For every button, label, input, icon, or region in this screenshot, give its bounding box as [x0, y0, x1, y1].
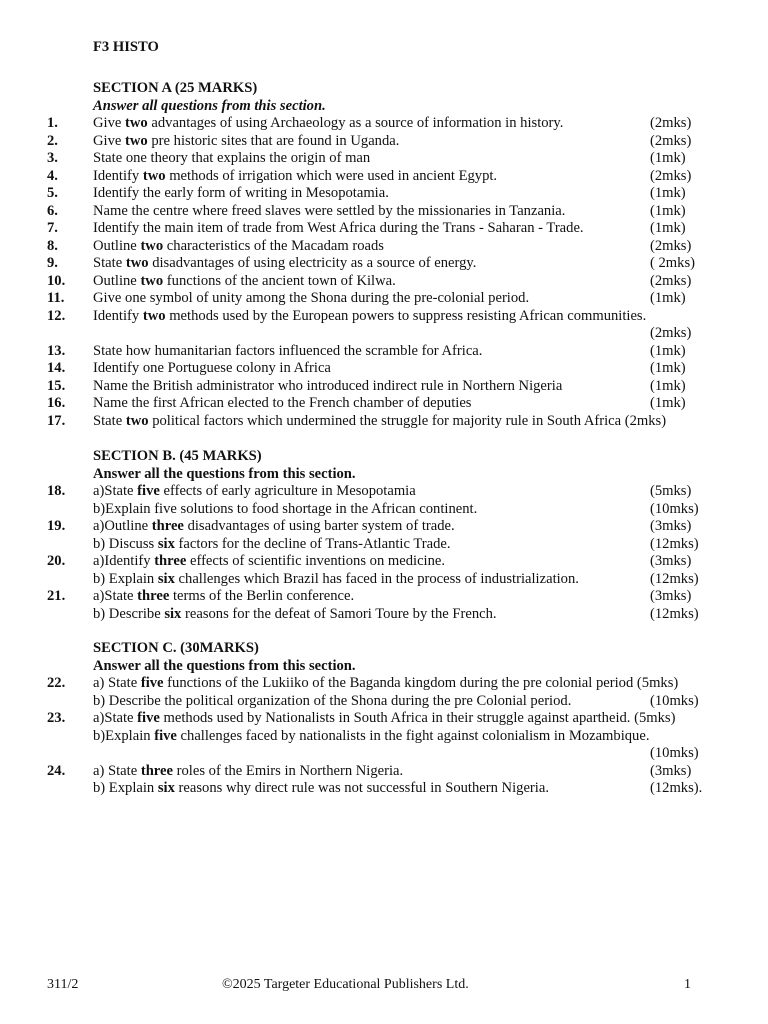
- question-row: [0, 501, 768, 519]
- question-text: b) Describe six reasons for the defeat of Samori Toure by the French.: [93, 605, 497, 622]
- question-number: 23.: [47, 710, 66, 726]
- question-row: [0, 413, 768, 431]
- question-text: b) Describe the political organization of the Shona during the pre Colonial period.: [93, 692, 572, 709]
- question-row: [0, 710, 768, 728]
- question-marks: (2mks): [650, 325, 692, 341]
- section-b-instruction: Answer all the questions from this section.: [93, 465, 356, 482]
- question-text: a)State five methods used by Nationalists in South Africa in their struggle against apartheid. (5mks): [93, 710, 676, 726]
- question-text: Name the centre where freed slaves were settled by the missionaries in Tanzania.: [93, 202, 566, 219]
- question-marks: (12mks): [650, 605, 699, 622]
- question-row: [0, 133, 768, 151]
- question-number: 19.: [47, 518, 66, 534]
- question-text: Outline two functions of the ancient town of Kilwa.: [93, 272, 396, 289]
- section-c: [0, 640, 768, 798]
- question-row: [0, 378, 768, 396]
- question-marks: (10mks): [650, 745, 699, 761]
- section-c-instruction: Answer all the questions from this section.: [93, 657, 356, 674]
- question-row: [0, 571, 768, 589]
- question-number: 9.: [47, 255, 58, 271]
- question-text: Name the British administrator who introduced indirect rule in Northern Nigeria: [93, 377, 563, 394]
- section-a-instruction: Answer all questions from this section.: [93, 97, 326, 114]
- question-row: [0, 395, 768, 413]
- question-number: 1.: [47, 115, 58, 131]
- question-row: [0, 553, 768, 571]
- question-text: Identify two methods of irrigation which were used in ancient Egypt.: [93, 167, 498, 184]
- question-number: 3.: [47, 150, 58, 166]
- question-number: 7.: [47, 220, 58, 236]
- question-marks: (12mks): [650, 570, 699, 587]
- question-row: [0, 238, 768, 256]
- question-number: 21.: [47, 588, 66, 604]
- section-a-heading: SECTION A (25 MARKS): [93, 80, 258, 96]
- question-number: 14.: [47, 360, 66, 376]
- paper-code: 311/2: [47, 977, 79, 992]
- question-row: [0, 483, 768, 501]
- page-number: 1: [684, 977, 691, 992]
- question-marks: (2mks): [650, 132, 692, 149]
- question-number: 22.: [47, 675, 66, 691]
- question-row: [0, 675, 768, 693]
- question-marks: (1mk): [650, 395, 686, 411]
- question-row: [0, 273, 768, 291]
- question-row: [0, 150, 768, 168]
- question-text: a)State five effects of early agriculture in Mesopotamia: [93, 483, 416, 499]
- question-marks: (3mks): [650, 553, 692, 569]
- question-marks: ( 2mks): [650, 255, 695, 271]
- question-row: [0, 360, 768, 378]
- question-number: 12.: [47, 307, 66, 324]
- question-marks: (1mk): [650, 342, 686, 359]
- question-text: a)Outline three disadvantages of using barter system of trade.: [93, 518, 455, 534]
- question-row: [0, 220, 768, 238]
- question-text: b) Discuss six factors for the decline of Trans-Atlantic Trade.: [93, 535, 451, 552]
- question-text: a)State three terms of the Berlin conference.: [93, 588, 355, 604]
- question-marks: (1mk): [650, 377, 686, 394]
- question-marks: (3mks): [650, 518, 692, 534]
- question-number: 17.: [47, 412, 66, 429]
- question-row: [0, 588, 768, 606]
- question-number: 5.: [47, 185, 58, 201]
- question-marks: (12mks): [650, 535, 699, 552]
- question-marks: (10mks): [650, 500, 699, 517]
- question-row: [0, 168, 768, 186]
- question-text: b) Explain six reasons why direct rule was not successful in Southern Nigeria.: [93, 780, 549, 796]
- question-marks: (1mk): [650, 185, 686, 201]
- question-text: b)Explain five solutions to food shortage in the African continent.: [93, 500, 478, 517]
- question-number: 20.: [47, 553, 66, 569]
- copyright-notice: ©2025 Targeter Educational Publishers Ltd.: [222, 977, 469, 992]
- question-marks: (1mk): [650, 290, 686, 306]
- section-a-questions: [0, 115, 768, 308]
- question-marks: (2mks): [650, 272, 692, 289]
- question-marks: (3mks): [650, 762, 692, 779]
- question-number: 24.: [47, 762, 66, 779]
- question-text: Give two advantages of using Archaeology as a source of information in history.: [93, 115, 564, 131]
- question-marks: (1mk): [650, 360, 686, 376]
- question-marks: (2mks): [650, 115, 692, 131]
- question-marks: (1mk): [650, 150, 686, 166]
- question-text: b) Explain six challenges which Brazil has faced in the process of industrialization.: [93, 570, 579, 587]
- question-row: [0, 290, 768, 308]
- question-text: b)Explain five challenges faced by nationalists in the fight against colonialism in Mozambique.: [93, 727, 650, 744]
- question-marks-row: [0, 745, 768, 763]
- question-marks: (10mks): [650, 692, 699, 709]
- section-b-questions: [0, 483, 768, 623]
- question-text: State two political factors which undermined the struggle for majority rule in South Africa (2mks): [93, 412, 667, 429]
- question-marks: (2mks): [650, 237, 692, 254]
- question-text: a)Identify three effects of scientific inventions on medicine.: [93, 553, 446, 569]
- paper-title: F3 HISTO: [93, 39, 159, 55]
- question-number: 10.: [47, 272, 66, 289]
- question-text: Name the first African elected to the French chamber of deputies: [93, 395, 472, 411]
- section-b: [0, 448, 768, 623]
- question-number: 6.: [47, 202, 58, 219]
- question-text: a) State three roles of the Emirs in Northern Nigeria.: [93, 762, 404, 779]
- question-text: Identify the main item of trade from West Africa during the Trans - Saharan - Trade.: [93, 220, 584, 236]
- question-row: [0, 518, 768, 536]
- question-number: 18.: [47, 483, 66, 499]
- question-row: [0, 606, 768, 624]
- section-c-heading: SECTION C. (30MARKS): [93, 640, 259, 656]
- question-row: [0, 203, 768, 221]
- question-text: Give one symbol of unity among the Shona during the pre-colonial period.: [93, 290, 530, 306]
- question-number: 15.: [47, 377, 66, 394]
- question-row: [0, 308, 768, 326]
- question-text: Identify two methods used by the European powers to suppress resisting African communities.: [93, 307, 647, 324]
- question-number: 13.: [47, 342, 66, 359]
- question-row: [0, 343, 768, 361]
- question-text: Give two pre historic sites that are found in Uganda.: [93, 132, 400, 149]
- question-text: Outline two characteristics of the Macadam roads: [93, 237, 384, 254]
- question-text: State how humanitarian factors influenced the scramble for Africa.: [93, 342, 483, 359]
- question-number: 8.: [47, 237, 58, 254]
- question-number: 4.: [47, 167, 58, 184]
- question-row: [0, 728, 768, 746]
- question-row: [0, 763, 768, 781]
- question-text: State one theory that explains the origin of man: [93, 150, 371, 166]
- question-row: [0, 185, 768, 203]
- question-text: a) State five functions of the Lukiiko of the Baganda kingdom during the pre colonial period (5mks): [93, 675, 679, 691]
- question-row: [0, 255, 768, 273]
- question-text: State two disadvantages of using electricity as a source of energy.: [93, 255, 477, 271]
- question-number: 11.: [47, 290, 65, 306]
- section-a: [0, 80, 768, 430]
- question-marks: (1mk): [650, 202, 686, 219]
- question-marks: (1mk): [650, 220, 686, 236]
- section-b-heading: SECTION B. (45 MARKS): [93, 448, 262, 464]
- question-number: 2.: [47, 132, 58, 149]
- question-text: Identify the early form of writing in Mesopotamia.: [93, 185, 389, 201]
- question-marks-row: [0, 325, 768, 343]
- question-row: [0, 536, 768, 554]
- question-number: 16.: [47, 395, 66, 411]
- question-marks: (5mks): [650, 483, 692, 499]
- question-marks: (2mks): [650, 167, 692, 184]
- question-marks: (12mks).: [650, 780, 703, 796]
- question-row: [0, 115, 768, 133]
- section-a-questions-cont: [0, 343, 768, 413]
- question-row: [0, 693, 768, 711]
- question-row: [0, 780, 768, 798]
- question-marks: (3mks): [650, 588, 692, 604]
- question-text: Identify one Portuguese colony in Africa: [93, 360, 331, 376]
